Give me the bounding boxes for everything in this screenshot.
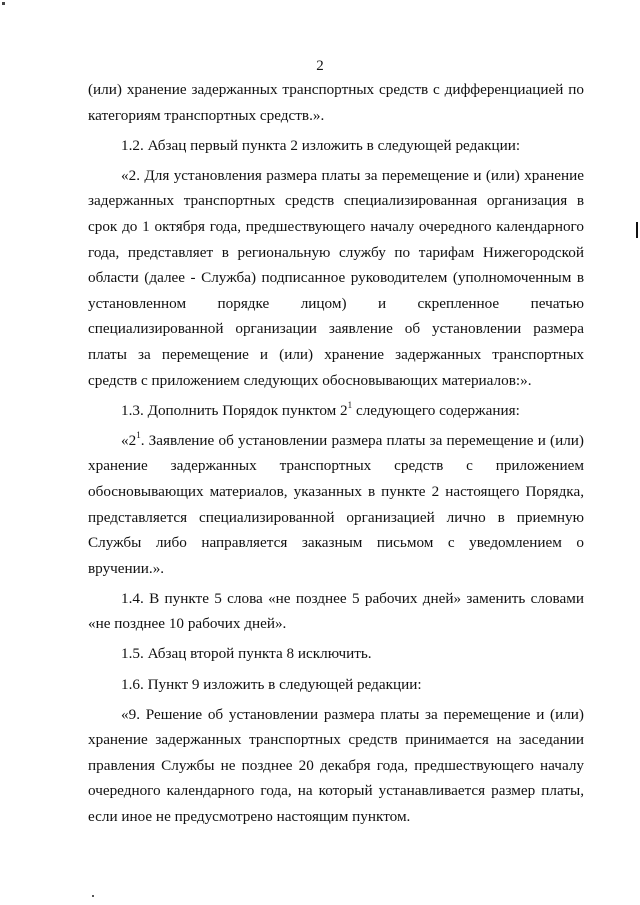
paragraph-text: 1.3. Дополнить Порядок пунктом 2 [121, 401, 348, 419]
paragraph-text: следующего содержания: [352, 401, 520, 419]
scan-artifact-edge-mark [636, 222, 638, 238]
paragraph-quoted-point-2-1 [88, 428, 584, 582]
paragraph-item-1-4: 1.4. В пункте 5 слова «не позднее 5 рабочих дней» заменить словами «не позднее 10 рабочих дней». [88, 589, 584, 633]
page-number: 2 [316, 58, 324, 74]
paragraph-item-1-5: 1.5. Абзац второй пункта 8 исключить. [121, 645, 372, 663]
superscript: 1 [136, 429, 141, 440]
paragraph-quoted-point-9: «9. Решение об установлении размера платы за перемещение и (или) хранение задержанных транспортных средств принимается на заседании правления Службы не позднее 20 декабря года, предшествующего началу очередного календарного года, на который устанавливается размер платы, если иное не предусмотрено настоящим пунктом. [88, 705, 584, 826]
paragraph-text: «2 [121, 431, 137, 449]
scan-artifact-dot [92, 895, 94, 897]
scan-artifact-dot [2, 2, 5, 5]
paragraph-item-1-3 [88, 398, 584, 424]
paragraph-continuation: (или) хранение задержанных транспортных средств с дифференциацией по категориям транспортных средств.». [88, 81, 584, 124]
paragraph-item-1-6: 1.6. Пункт 9 изложить в следующей редакции: [121, 675, 422, 693]
paragraph-quoted-point-2: «2. Для установления размера платы за перемещение и (или) хранение задержанных транспортных средств специализированная организация в срок до 1 октября года, предшествующего началу очередного календарного года, представляет в региональную службу по тарифам Нижегородской области (далее - Служба) подписанное руководителем (уполномоченным в установленном порядке лицом) и скрепленное печатью специализированной организации заявление об установлении размера платы за перемещение и (или) хранение задержанных транспортных средств с приложением следующих обосновывающих материалов:». [88, 166, 584, 389]
document-body [88, 77, 584, 834]
superscript: 1 [347, 399, 353, 410]
paragraph-item-1-2: 1.2. Абзац первый пункта 2 изложить в следующей редакции: [121, 136, 521, 154]
paragraph-text: . Заявление об установлении размера платы за перемещение и (или) хранение задержанных транспортных средств с приложением обосновывающих материалов, указанных в пункте 2 настоящего Порядка, представляется специализированной организацией лично в приемную Службы либо направляется заказным письмом с уведомлением о вручении.». [88, 431, 584, 577]
